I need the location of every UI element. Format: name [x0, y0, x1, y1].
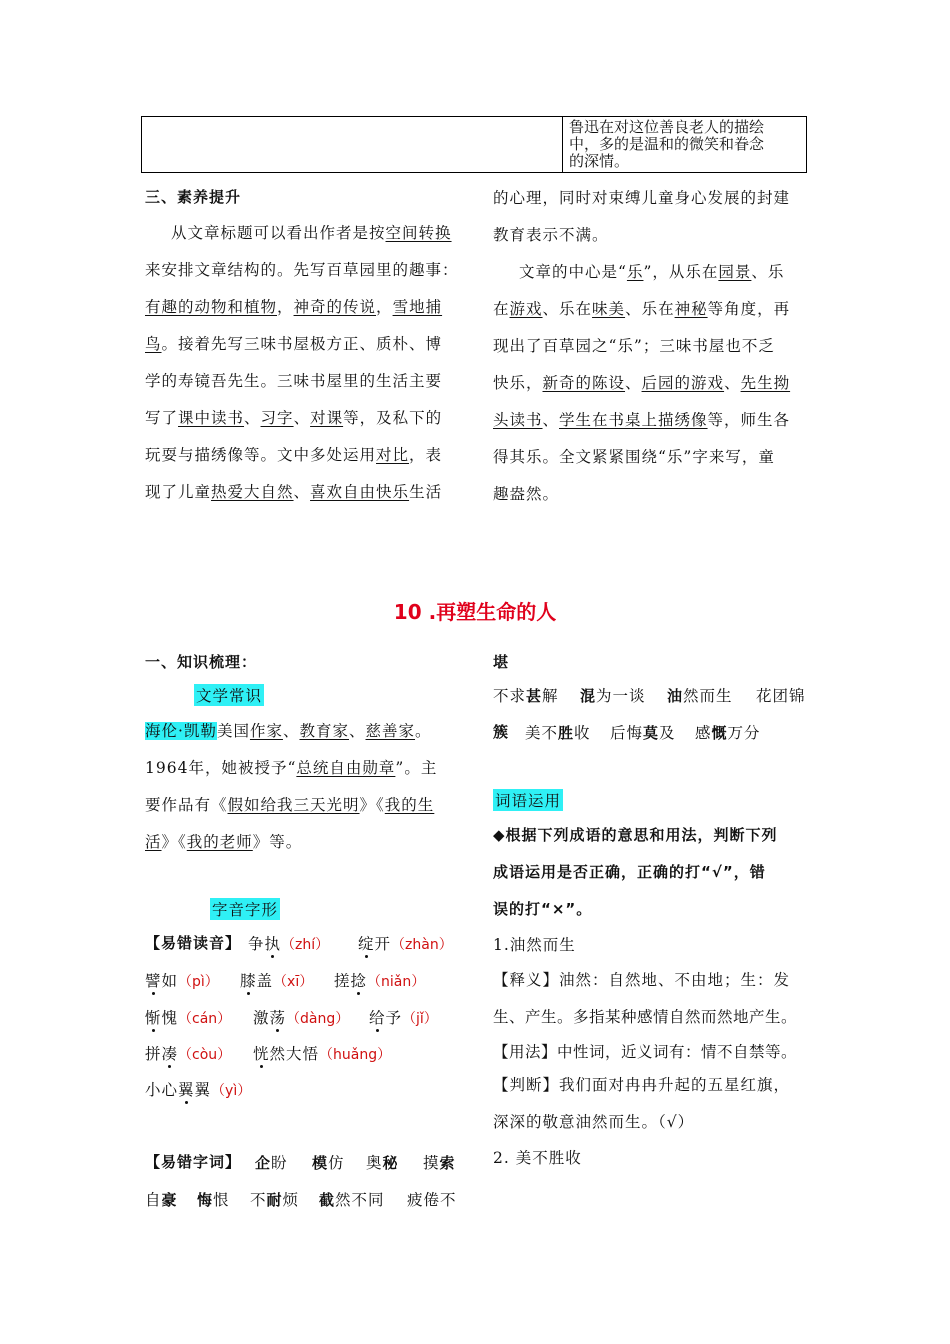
paragraph-line: 现了儿童热爱大自然、喜欢自由快乐生活 [145, 483, 443, 501]
paragraph-line: 从文章标题可以看出作者是按空间转换 [171, 224, 452, 242]
pinyin: （huǎng） [319, 1047, 392, 1063]
reading-item: 恍然大悟（huǎng） [253, 1045, 392, 1063]
words-label: 【易错字词】 [145, 1153, 242, 1171]
word-item: 奥秘 [366, 1154, 399, 1172]
pinyin: （zhí） [281, 937, 330, 953]
paragraph-line: 海伦·凯勒美国作家、教育家、慈善家。 [145, 722, 432, 740]
word-item: 后悔莫及 [610, 724, 676, 742]
words-continued: 堪 [493, 653, 510, 671]
readings-label: 【易错读音】 [145, 934, 242, 952]
paragraph-line: 有趣的动物和植物，神奇的传说，雪地捕 [145, 298, 443, 316]
reading-item: 激荡（dàng） [253, 1009, 350, 1027]
reading-item: 绽开（zhàn） [358, 935, 453, 953]
paragraph-line: 的心理，同时对束缚儿童身心发展的封建 [493, 189, 791, 207]
reading-item: 争执（zhí） [248, 935, 330, 953]
word-item: 油然而生 [667, 687, 733, 705]
pinyin: （yì） [211, 1083, 252, 1099]
pinyin: （dàng） [286, 1011, 350, 1027]
word-item: 模仿 [312, 1154, 345, 1172]
word-item: 摸索 [423, 1154, 456, 1172]
reading-item: 膝盖（xī） [240, 972, 314, 990]
emphasis-char: 绽 [358, 935, 375, 953]
paragraph-line: 趣盎然。 [493, 485, 560, 503]
pinyin: （zhàn） [391, 937, 453, 953]
paragraph-line: 玩耍与描绣像等。文中多处运用对比，表 [145, 446, 443, 464]
word-item: 感慨万分 [695, 724, 761, 742]
character-label: 字音字形 [210, 898, 280, 920]
emphasis-char: 执 [264, 935, 282, 953]
emphasis-char: 譬 [145, 972, 162, 990]
pinyin: （niǎn） [367, 974, 426, 990]
word-item: 不耐烦 [250, 1191, 300, 1209]
word-item: 疲倦不 [407, 1191, 457, 1209]
reading-item: 拼凑（còu） [145, 1045, 232, 1063]
word-item: 簇 [493, 723, 510, 741]
table-text-line: 中，多的是温和的微笑和眷念 [569, 135, 765, 153]
lesson-title: 10 .再塑生命的人 [393, 600, 557, 624]
pinyin: （cán） [178, 1011, 232, 1027]
reading-item: 惭愧（cán） [145, 1009, 232, 1027]
emphasis-char: 翼 [178, 1081, 195, 1099]
paragraph-line: 文章的中心是“乐”，从乐在园景、乐 [519, 263, 785, 281]
judge-line: 【判断】我们面对冉冉升起的五星红旗， [493, 1076, 791, 1094]
paragraph-line: 1964年，她被授予“总统自由勋章”。主 [145, 759, 438, 777]
pinyin: （xī） [273, 974, 314, 990]
reading-item: 给予（jǐ） [369, 1009, 438, 1027]
item-title: 2. 美不胜收 [493, 1149, 582, 1167]
pinyin: （pì） [178, 974, 219, 990]
paragraph-line: 来安排文章结构的。先写百草园里的趣事： [145, 261, 459, 279]
pinyin: （còu） [178, 1047, 232, 1063]
paragraph-line: 活》《我的老师》等。 [145, 833, 303, 851]
emphasis-char: 膝 [240, 972, 257, 990]
emphasis-char: 恍 [253, 1045, 270, 1063]
judge-line: 深深的敬意油然而生。（√） [493, 1113, 695, 1131]
reading-item: 搓捻（niǎn） [334, 972, 426, 990]
paragraph-line: 现出了百草园之“乐”；三味书屋也不乏 [493, 337, 775, 355]
paragraph-line: 教育表示不满。 [493, 226, 609, 244]
question-line: ◆根据下列成语的意思和用法，判断下列 [493, 826, 778, 844]
word-item: 企盼 [255, 1154, 288, 1172]
reading-item: 譬如（pì） [145, 972, 219, 990]
paragraph-line: 学的寿镜吾先生。三味书屋里的生活主要 [145, 372, 443, 390]
section-heading: 一、知识梳理： [145, 653, 258, 671]
section-heading: 三、素养提升 [145, 188, 242, 206]
paragraph-line: 快乐，新奇的陈设、后园的游戏、先生拗 [493, 374, 791, 392]
paragraph-line: 在游戏、乐在味美、乐在神秘等角度，再 [493, 300, 791, 318]
word-item: 花团锦 [756, 687, 806, 705]
question-line: 误的打“×”。 [493, 900, 593, 918]
word-item: 自豪 [145, 1191, 178, 1209]
usage-label: 词语运用 [493, 789, 563, 811]
table-right-cell [563, 117, 807, 173]
reading-item: 小心翼翼（yì） [145, 1081, 252, 1099]
paragraph-line: 得其乐。全文紧紧围绕“乐”字来写，童 [493, 448, 775, 466]
word-item: 悔恨 [197, 1191, 230, 1209]
word-item: 截然不同 [319, 1191, 385, 1209]
definition-line: 生、产生。多指某种感情自然而然地产生。 [493, 1008, 798, 1026]
paragraph-line: 要作品有《假如给我三天光明》《我的生 [145, 796, 435, 814]
pinyin: （jǐ） [402, 1011, 438, 1027]
summary-table [141, 116, 807, 173]
emphasis-char: 给 [369, 1009, 386, 1027]
emphasis-char: 惭 [145, 1009, 162, 1027]
table-left-cell [142, 117, 563, 173]
literature-label: 文学常识 [194, 684, 264, 706]
question-line: 成语运用是否正确，正确的打“√”，错 [493, 863, 766, 881]
paragraph-line: 头读书、学生在书桌上描绣像等，师生各 [493, 411, 791, 429]
word-item: 混为一谈 [580, 687, 646, 705]
emphasis-char: 凑 [161, 1045, 179, 1063]
emphasis-char: 荡 [269, 1009, 287, 1027]
word-item: 不求甚解 [493, 687, 559, 705]
definition-line: 【释义】油然：自然地、不由地；生：发 [493, 971, 791, 989]
emphasis-char: 捻 [350, 972, 368, 990]
table-text-line: 鲁迅在对这位善良老人的描绘 [569, 118, 765, 136]
word-item: 美不胜收 [525, 724, 591, 742]
paragraph-line: 写了课中读书、习字、对课等，及私下的 [145, 409, 443, 427]
table-text-line: 的深情。 [569, 152, 630, 170]
usage-line: 【用法】中性词，近义词有：情不自禁等。 [493, 1043, 798, 1061]
paragraph-line: 鸟。接着先写三味书屋极方正、质朴、博 [145, 335, 443, 353]
item-title: 1.油然而生 [493, 936, 576, 954]
